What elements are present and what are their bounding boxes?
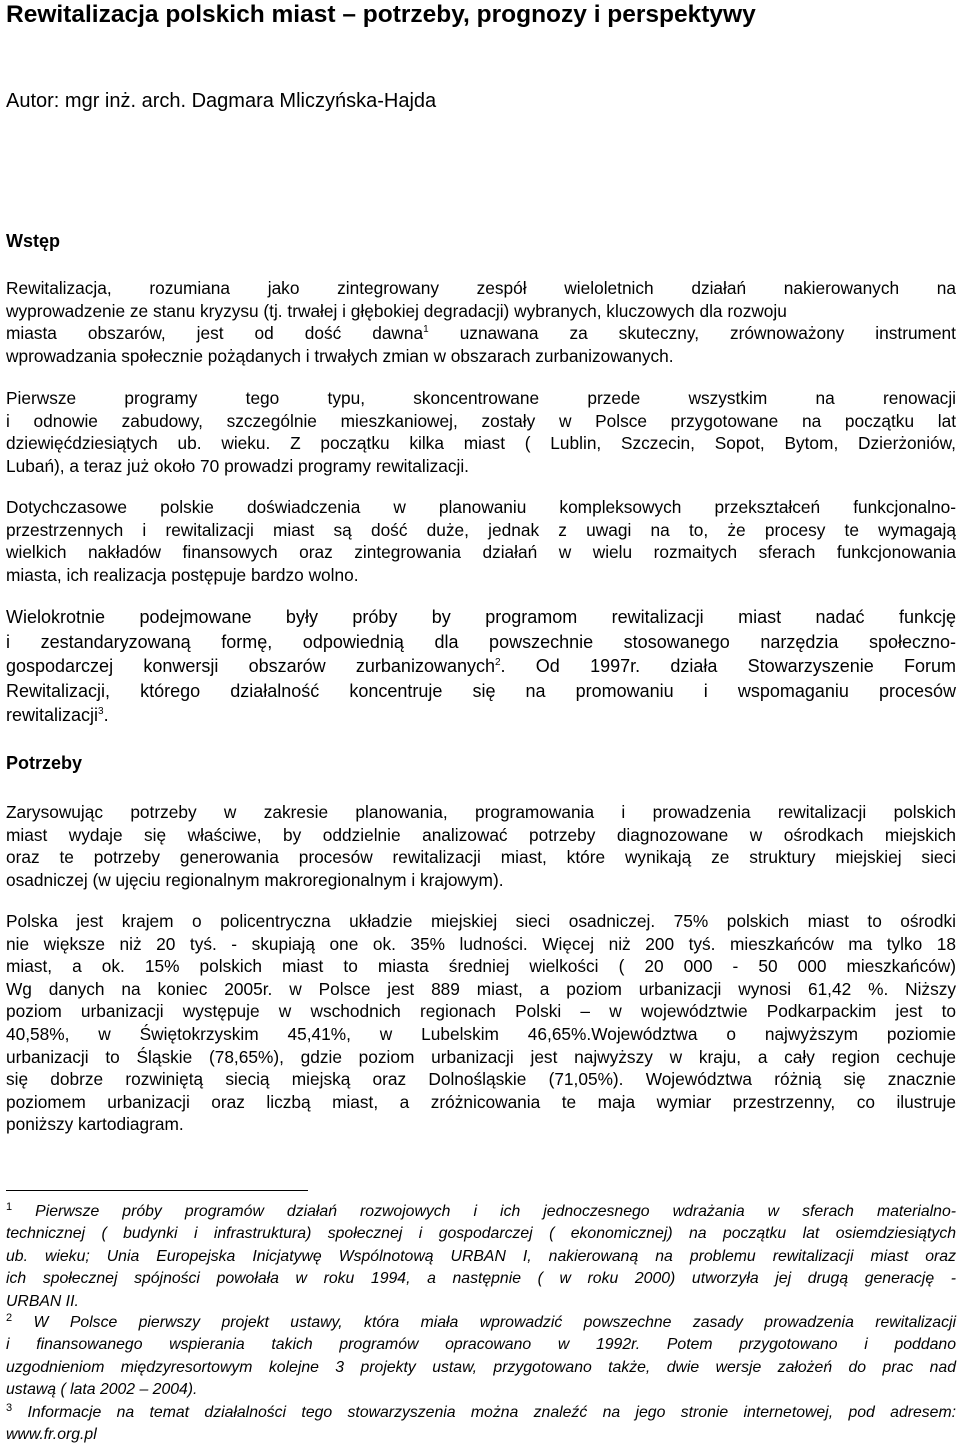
text-line: wprowadzania społecznie pożądanych i trwałych zmian w obszarach zurbanizowanych. bbox=[6, 345, 674, 366]
text-line: się dobrze rozwiniętą siecią miejską oraz Dolnośląskie (71,05%). Województwa różnią się znacznie bbox=[6, 1069, 956, 1090]
text-line: poziom urbanizacji występuje w wschodnich regionach Polski – w województwie Podkarpackim jest to bbox=[6, 1001, 956, 1022]
text-line: Zarysowując potrzeby w zakresie planowania, programowania i prowadzenia rewitalizacji polskich bbox=[6, 802, 956, 822]
intro-paragraph-3 bbox=[6, 496, 956, 586]
footnote-ref-1[interactable]: 1 bbox=[423, 324, 429, 336]
text-line: $^3$ Informacje na temat działalności tego stowarzyszenia można znaleźć na jego stronie internetowej, pod adresem: bbox=[6, 1402, 957, 1421]
text-line: wielkich nakładów finansowych oraz zintegrowania działań w wielu rozmaitych sferach funkcjonowania bbox=[6, 542, 956, 563]
footnote-number: 1 bbox=[6, 1201, 13, 1213]
footnote-ref-3[interactable]: 3 bbox=[98, 706, 104, 717]
text-line: technicznej ( budynki i infrastruktura) społecznej i gospodarczej ( ekonomicznej) na początku lat osiemdziesiątych bbox=[6, 1225, 956, 1243]
text-line: 40,58%, w Świętokrzyskim 45,41%, w Lubelskim 46,65%.Województwa o najwyższym poziomie bbox=[6, 1023, 956, 1044]
text-line: nie większe niż 20 tyś. - skupiają one ok. 35% ludności. Więcej niż 200 tyś. mieszkańców ma tylko 18 bbox=[6, 933, 956, 954]
text-line: ub. wieku; Unia Europejska Inicjatywę Wspólnotową URBAN I, nakierowaną na problemu rewitalizacji miast oraz bbox=[6, 1247, 956, 1265]
section-heading-intro: Wstęp bbox=[6, 231, 60, 251]
text-line: miasta, ich realizacja postępuje bardzo wolno. bbox=[6, 564, 359, 585]
text-line: Wielokrotnie podejmowane były próby by programom rewitalizacji miast nadać funkcję bbox=[6, 607, 956, 627]
text-line: miasta obszarów, jest od dość dawna$^1$ uznawana za skuteczny, zrównoważony instrument bbox=[6, 323, 956, 344]
needs-paragraph-2 bbox=[6, 910, 956, 1136]
intro-paragraph-4 bbox=[6, 605, 956, 728]
text-line: oraz te potrzeby generowania procesów rewitalizacji miast, które wynikają ze struktury miejskiej sieci bbox=[6, 847, 956, 868]
footnote-number: 2 bbox=[6, 1312, 13, 1324]
text-line: i finansowanego wspierania takich programów opracowano w 1992r. Potem przygotowano i poddano bbox=[6, 1336, 956, 1354]
text-line: Lubań), a teraz już około 70 prowadzi programy rewitalizacji. bbox=[6, 455, 469, 476]
text-line: i odnowie zabudowy, szczególnie mieszkaniowej, zostały w Polsce przygotowane na początku lat bbox=[6, 410, 956, 431]
intro-paragraph-2 bbox=[6, 387, 956, 477]
text-line: $^2$ W Polsce pierwszy projekt ustawy, która miała wprowadzić powszechne zasady prowadzenia rewitalizacji bbox=[6, 1312, 957, 1331]
text-line: Polska jest krajem o policentryczna układzie miejskiej sieci osadniczej. 75% polskich miast to ośrodki bbox=[6, 911, 956, 931]
text-line: przestrzennych i rewitalizacji miast są dość duże, jednak z uwagi na to, że procesy te wymagają bbox=[6, 519, 956, 540]
text-line: $^1$ Pierwsze próby programów działań rozwojowych i ich jednoczesnego wdrażania w sferach materialno- bbox=[6, 1201, 956, 1220]
footnote-2 bbox=[6, 1312, 956, 1402]
section-heading-needs: Potrzeby bbox=[6, 753, 83, 773]
text-line: ustawą ( lata 2002 – 2004). bbox=[6, 1381, 198, 1399]
text-line: i zestandaryzowaną formę, odpowiednią dla powszechnie stosowanego narzędzia społeczno- bbox=[6, 631, 956, 652]
text-line: miast, a ok. 15% polskich miast to miasta średniej wielkości ( 20 000 - 50 000 mieszkańców) bbox=[6, 956, 956, 977]
text-line: URBAN II. bbox=[6, 1292, 79, 1310]
text-line: osadniczej (w ujęciu regionalnym makroregionalnym i krajowym). bbox=[6, 869, 504, 890]
footnote-separator bbox=[6, 1190, 308, 1191]
text-line: urbanizacji to Śląskie (78,65%), gdzie poziom urbanizacji jest najwyższy w kraju, a cały region cechuje bbox=[6, 1046, 956, 1067]
text-line: uzgodnieniom międzyresortowym kolejne 3 projekty ustaw, przygotowano także, dwie wersje założeń do prac nad bbox=[6, 1358, 956, 1376]
footnote-ref-2[interactable]: 2 bbox=[494, 657, 501, 668]
text-line: dziewięćdziesiątych ub. wieku. Z początku kilka miast ( Lublin, Szczecin, Sopot, Bytom, Dzierżoniów, bbox=[6, 433, 956, 454]
intro-paragraph-1 bbox=[6, 277, 956, 367]
text-line: Rewitalizacja, rozumiana jako zintegrowany zespół wieloletnich działań nakierowanych na bbox=[6, 278, 956, 298]
text-line: rewitalizacji$^3$. bbox=[6, 705, 109, 725]
text-line: poniższy kartodiagram. bbox=[6, 1114, 184, 1135]
text-line: wyprowadzenie ze stanu kryzysu (tj. trwałej i głębokiej degradacji) wybranych, kluczowych dla rozwoju bbox=[6, 300, 787, 321]
footnote-1 bbox=[6, 1201, 956, 1313]
text-line: Pierwsze programy tego typu, skoncentrowane przede wszystkim na renowacji bbox=[6, 388, 956, 408]
text-line: Rewitalizacji, którego działalność koncentruje się na promowaniu i wspomaganiu procesów bbox=[6, 680, 956, 701]
document-title: Rewitalizacja polskich miast – potrzeby, prognozy i perspektywy bbox=[6, 1, 756, 28]
needs-paragraph-1 bbox=[6, 801, 956, 891]
text-line: gospodarczej konwersji obszarów zurbanizowanych$^2$. Od 1997r. działa Stowarzyszenie Forum bbox=[6, 656, 956, 676]
text-line: poziomem urbanizacji oraz liczbą miast, a zróżnicowania te maja wymiar przestrzenny, co ilustruje bbox=[6, 1091, 956, 1112]
footnote-3 bbox=[6, 1402, 956, 1447]
text-line: ich społecznej spójności powołała w roku 1994, a następnie ( w roku 2000) utworzyła jej drugą generację - bbox=[6, 1270, 956, 1288]
text-line: Wg danych na koniec 2005r. w Polsce jest 889 miast, a poziom urbanizacji wynosi 61,42 %. Niższy bbox=[6, 978, 956, 999]
footnote-link[interactable]: www.fr.org.pl bbox=[6, 1426, 97, 1444]
author-line: Autor: mgr inż. arch. Dagmara Mliczyńska-Hajda bbox=[6, 90, 437, 112]
footnote-number: 3 bbox=[6, 1402, 13, 1414]
text-line: miast wydaje się właściwe, by oddzielnie analizować potrzeby diagnozowane w ośrodkach miejskich bbox=[6, 824, 956, 845]
text-line: Dotychczasowe polskie doświadczenia w planowaniu kompleksowych przekształceń funkcjonalno- bbox=[6, 497, 956, 517]
